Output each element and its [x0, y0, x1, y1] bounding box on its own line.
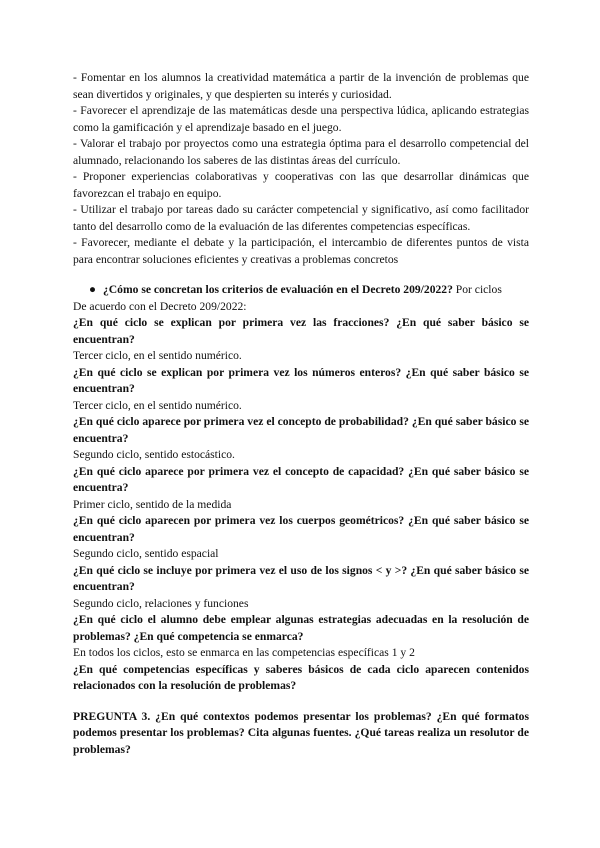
criteria-section	[73, 282, 529, 695]
criteria-answer-inline: Por ciclos	[452, 283, 502, 296]
criteria-question-line	[73, 282, 529, 299]
objective-item: - Proponer experiencias colaborativas y cooperativas con las que desarrollar dinámicas que favorezcan el trabajo en equipo.	[73, 170, 529, 200]
criteria-question: ¿Cómo se concretan los criterios de evaluación en el Decreto 209/2022?	[103, 283, 453, 296]
question: ¿En qué ciclo se explican por primera vez las fracciones? ¿En qué saber básico se encuentran?	[73, 316, 529, 346]
answer: En todos los ciclos, esto se enmarca en las competencias específicas 1 y 2	[73, 646, 415, 659]
answer: Tercer ciclo, en el sentido numérico.	[73, 349, 242, 362]
objective-item: - Favorecer, mediante el debate y la participación, el intercambio de diferentes puntos de vista para encontrar soluciones eficientes y creativas a problemas concretos	[73, 236, 529, 266]
question: ¿En qué ciclo aparece por primera vez el concepto de probabilidad? ¿En qué saber básico se encuentra?	[73, 415, 529, 445]
bullet-icon: ●	[89, 283, 97, 296]
pregunta-3: PREGUNTA 3. ¿En qué contextos podemos presentar los problemas? ¿En qué formatos podemos presentar los problemas? Cita algunas fuentes. ¿Qué tareas realiza un resolutor de problemas?	[73, 709, 529, 756]
objectives-list	[73, 70, 529, 268]
objective-item: - Valorar el trabajo por proyectos como una estrategia óptima para el desarrollo competencial del alumnado, relacionando los saberes de las distintas áreas del currículo.	[73, 137, 529, 167]
answer: Tercer ciclo, en el sentido numérico.	[73, 398, 242, 412]
question: ¿En qué competencias específicas y saberes básicos de cada ciclo aparecen contenidos relacionados con la resolución de problemas?	[73, 662, 529, 692]
answer: Segundo ciclo, sentido estocástico.	[73, 448, 235, 461]
question: ¿En qué ciclo aparecen por primera vez los cuerpos geométricos? ¿En qué saber básico se encuentran?	[73, 514, 529, 544]
objective-item: - Utilizar el trabajo por tareas dado su carácter competencial y significativo, así como facilitador tanto del desarrollo como de la evaluación de las diferentes competencias específicas.	[73, 203, 529, 233]
document-body	[73, 70, 529, 758]
criteria-answer: De acuerdo con el Decreto 209/2022:	[73, 299, 247, 313]
question: ¿En qué ciclo el alumno debe emplear algunas estrategias adecuadas en la resolución de problemas? ¿En qué competencia se enmarca?	[73, 613, 529, 643]
answer: Primer ciclo, sentido de la medida	[73, 497, 232, 511]
question: ¿En qué ciclo se incluye por primera vez el uso de los signos < y >? ¿En qué saber básico se encuentran?	[73, 563, 529, 593]
objective-item: - Favorecer el aprendizaje de las matemáticas desde una perspectiva lúdica, aplicando estrategias como la gamificación y el aprendizaje basado en el juego.	[73, 104, 529, 134]
answer: Segundo ciclo, relaciones y funciones	[73, 596, 249, 610]
objective-item: - Fomentar en los alumnos la creatividad matemática a partir de la invención de problemas que sean divertidos y originales, y que despierten su interés y curiosidad.	[73, 71, 529, 101]
question: ¿En qué ciclo aparece por primera vez el concepto de capacidad? ¿En qué saber básico se encuentra?	[73, 464, 529, 494]
answer: Segundo ciclo, sentido espacial	[73, 547, 219, 560]
question: ¿En qué ciclo se explican por primera vez los números enteros? ¿En qué saber básico se encuentran?	[73, 365, 529, 395]
